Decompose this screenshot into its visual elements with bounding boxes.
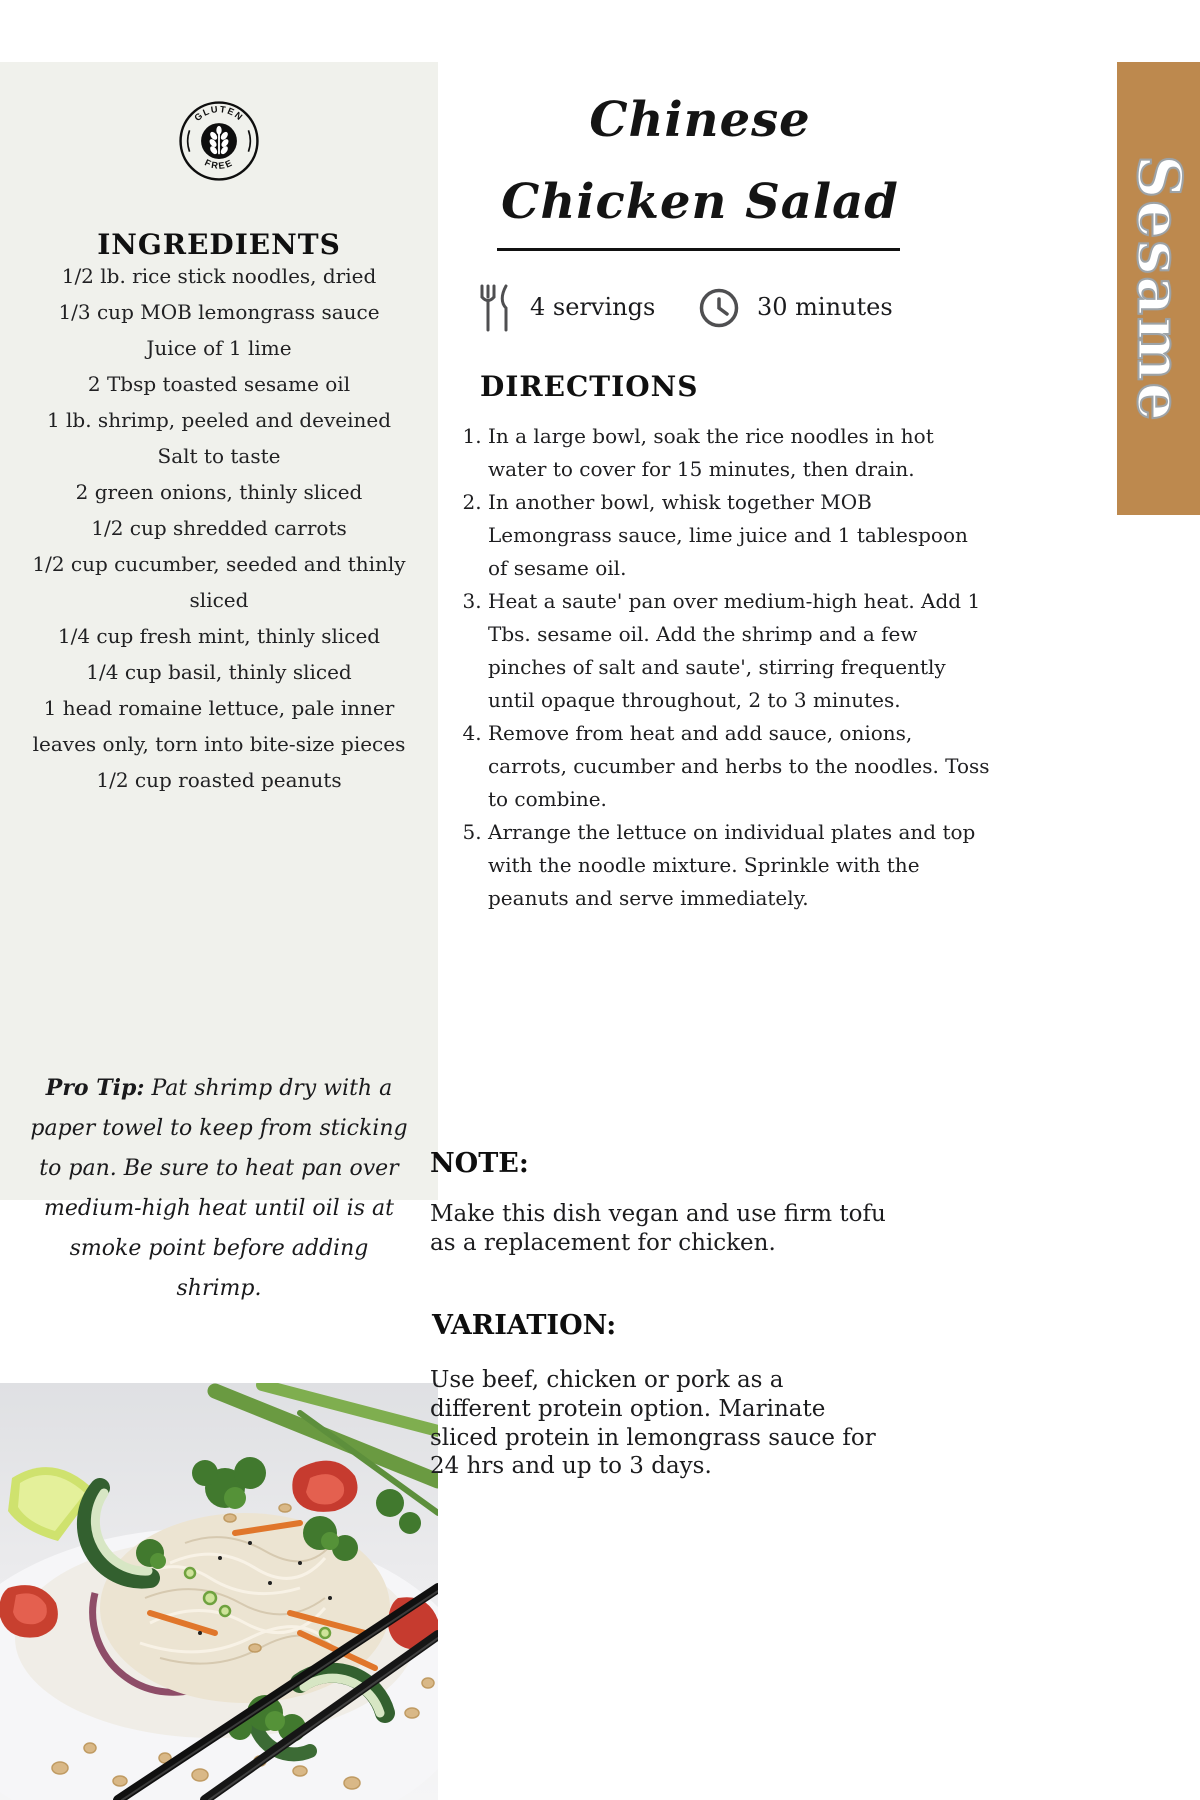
svg-text:FREE <box>203 157 235 171</box>
direction-step: 1. In a large bowl, soak the rice noodles in hot water to cover for 15 minutes, then drain. <box>488 420 993 486</box>
ingredient-item: 1/3 cup MOB lemongrass sauce <box>58 300 380 324</box>
servings-label: 4 servings <box>530 293 656 321</box>
food-photo <box>0 1383 438 1800</box>
note-title: NOTE: <box>430 1148 529 1179</box>
recipe-title-line1: Chinese <box>589 92 811 148</box>
recipe-title-line2: Chicken Salad <box>501 174 899 230</box>
flavor-banner <box>1117 62 1200 515</box>
flavor-banner-label: Sesame <box>1123 154 1194 423</box>
variation-title: VARIATION: <box>432 1310 617 1341</box>
ingredient-item: 2 green onions, thinly sliced <box>75 480 363 504</box>
pro-tip-label: Pro Tip: <box>45 1075 145 1101</box>
variation-text: Use beef, chicken or pork as a different protein option. Marinate sliced protein in lemongrass sauce for 24 hrs and up to 3 days. <box>430 1367 876 1480</box>
gluten-free-badge-icon <box>178 100 260 182</box>
pro-tip-text: Pat shrimp dry with a paper towel to keep from sticking to pan. Be sure to heat pan over medium-high heat until oil is at smoke point before adding shrimp. <box>30 1076 408 1302</box>
ingredient-item: 1/2 lb. rice stick noodles, dried <box>61 264 377 288</box>
ingredients-title: INGREDIENTS <box>97 228 341 261</box>
ingredient-item: 1/4 cup basil, thinly sliced <box>86 660 352 684</box>
ingredients-panel <box>0 62 438 1200</box>
ingredient-item: 1/2 cup cucumber, seeded and thinly sliced <box>32 552 406 612</box>
badge-bottom-word: FREE <box>203 157 235 171</box>
directions-title: DIRECTIONS <box>480 370 699 403</box>
time-label: 30 minutes <box>757 293 893 321</box>
fork-and-knife-icon <box>478 283 514 333</box>
ingredient-item: Juice of 1 lime <box>146 336 292 360</box>
ingredient-item: 1 head romaine lettuce, pale inner leaves only, torn into bite-size pieces <box>32 696 406 756</box>
ingredient-item: 1 lb. shrimp, peeled and deveined <box>46 408 392 432</box>
ingredient-item: 2 Tbsp toasted sesame oil <box>87 372 351 396</box>
pro-tip <box>27 1068 411 1309</box>
ingredient-item: 1/2 cup shredded carrots <box>91 516 347 540</box>
title-underline <box>497 248 900 251</box>
direction-step: 5. Arrange the lettuce on individual plates and top with the noodle mixture. Sprinkle with the peanuts and serve immediately. <box>488 816 993 915</box>
ingredient-item: Salt to taste <box>157 444 281 468</box>
direction-step: 4. Remove from heat and add sauce, onions, carrots, cucumber and herbs to the noodles. Toss to combine. <box>488 717 993 816</box>
badge-top-word: GLUTEN <box>192 104 246 124</box>
clock-icon <box>698 287 740 329</box>
ingredients-list <box>27 258 411 798</box>
note-text: Make this dish vegan and use firm tofu as a replacement for chicken. <box>430 1201 886 1256</box>
directions-list <box>462 420 993 915</box>
ingredient-item: 1/4 cup fresh mint, thinly sliced <box>57 624 381 648</box>
direction-step: 2. In another bowl, whisk together MOB Lemongrass sauce, lime juice and 1 tablespoon of sesame oil. <box>488 486 993 585</box>
ingredient-item: 1/2 cup roasted peanuts <box>96 768 342 792</box>
direction-step: 3. Heat a saute' pan over medium-high heat. Add 1 Tbs. sesame oil. Add the shrimp and a few pinches of salt and saute', stirring frequently until opaque throughout, 2 to 3 minutes. <box>488 585 993 717</box>
